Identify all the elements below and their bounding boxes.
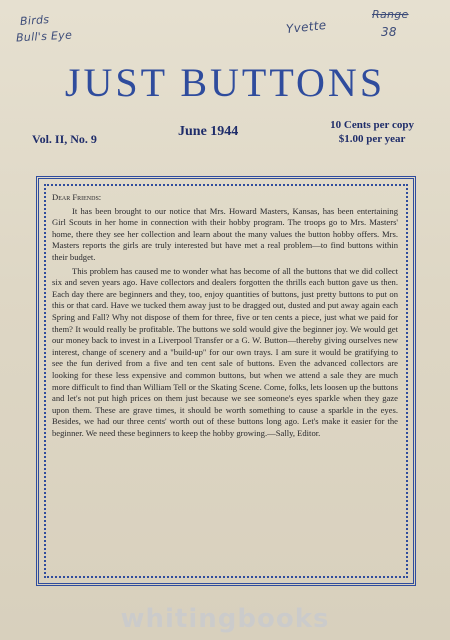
handwritten-note-yvette: Yvette xyxy=(285,17,328,37)
issue-date: June 1944 xyxy=(178,124,239,139)
handwritten-note-birds: Birds xyxy=(19,12,50,29)
letter-paragraph-1: It has been brought to our notice that Mrs. Howard Masters, Kansas, has been entertaining Girl Scouts in her home in connection with their hobby program. The troops go to Mrs. Masters' home, there they see her collection and learn about the many values the button hobby offers. Mrs. Masters reports the girls are truly interested but have met a real problem—to find buttons within their budget. xyxy=(52,205,398,262)
magazine-title: JUST BUTTONS xyxy=(64,60,386,105)
handwritten-note-number: 38 xyxy=(381,25,397,39)
letter-salutation: Dear Friends: xyxy=(52,192,102,202)
editor-letter xyxy=(52,192,398,439)
price-per-year: $1.00 per year xyxy=(338,133,406,145)
price-info xyxy=(330,118,414,146)
price-per-copy: 10 Cents per copy xyxy=(330,119,414,131)
handwritten-note-bulls-eye: Bull's Eye xyxy=(15,28,73,45)
volume-number: Vol. II, No. 9 xyxy=(32,132,97,146)
watermark-text: whitingbooks xyxy=(120,604,330,634)
handwritten-note-struck: Range xyxy=(372,8,409,21)
letter-paragraph-2: This problem has caused me to wonder what has become of all the buttons that we did collect six and seven years ago. Have collectors and dealers forgotten the thrills each button gave us then. Each day there are beginners and they, too, enjoy quantities of buttons, just pretty buttons to put on this or that card. Have we tucked them away just to be dragged out, dusted and put away again each Spring and Fall? Why not dispose of them for three, five or ten cents a piece, just what we paid for them? It would really be profitable. The buttons we sold would give the beginner joy. We would get our money back to invest in a Liverpool Transfer or a G. W. Button—thereby giving ourselves new interest, change of scenery and a "build-up" for our own trays. I am sure it would be gratifying to see the fun derived from a five and ten cent sale of buttons. Even the advanced collectors are looking for these less expensive and common buttons, but when we attend a sale they are much more difficult to find than William Tell or the Skating Scene. Come, folks, lets loosen up the buttons and let's not put high prices on them just because we see someone's eyes sparkle when they gaze upon them. These are grave times, it should be worth something to cause a sparkle in the eyes. Besides, we had our three cents' worth out of these buttons long ago. Let's make it easier for the beginner. We need these beginners to keep the hobby growing.—Sally, Editor. xyxy=(52,265,398,438)
